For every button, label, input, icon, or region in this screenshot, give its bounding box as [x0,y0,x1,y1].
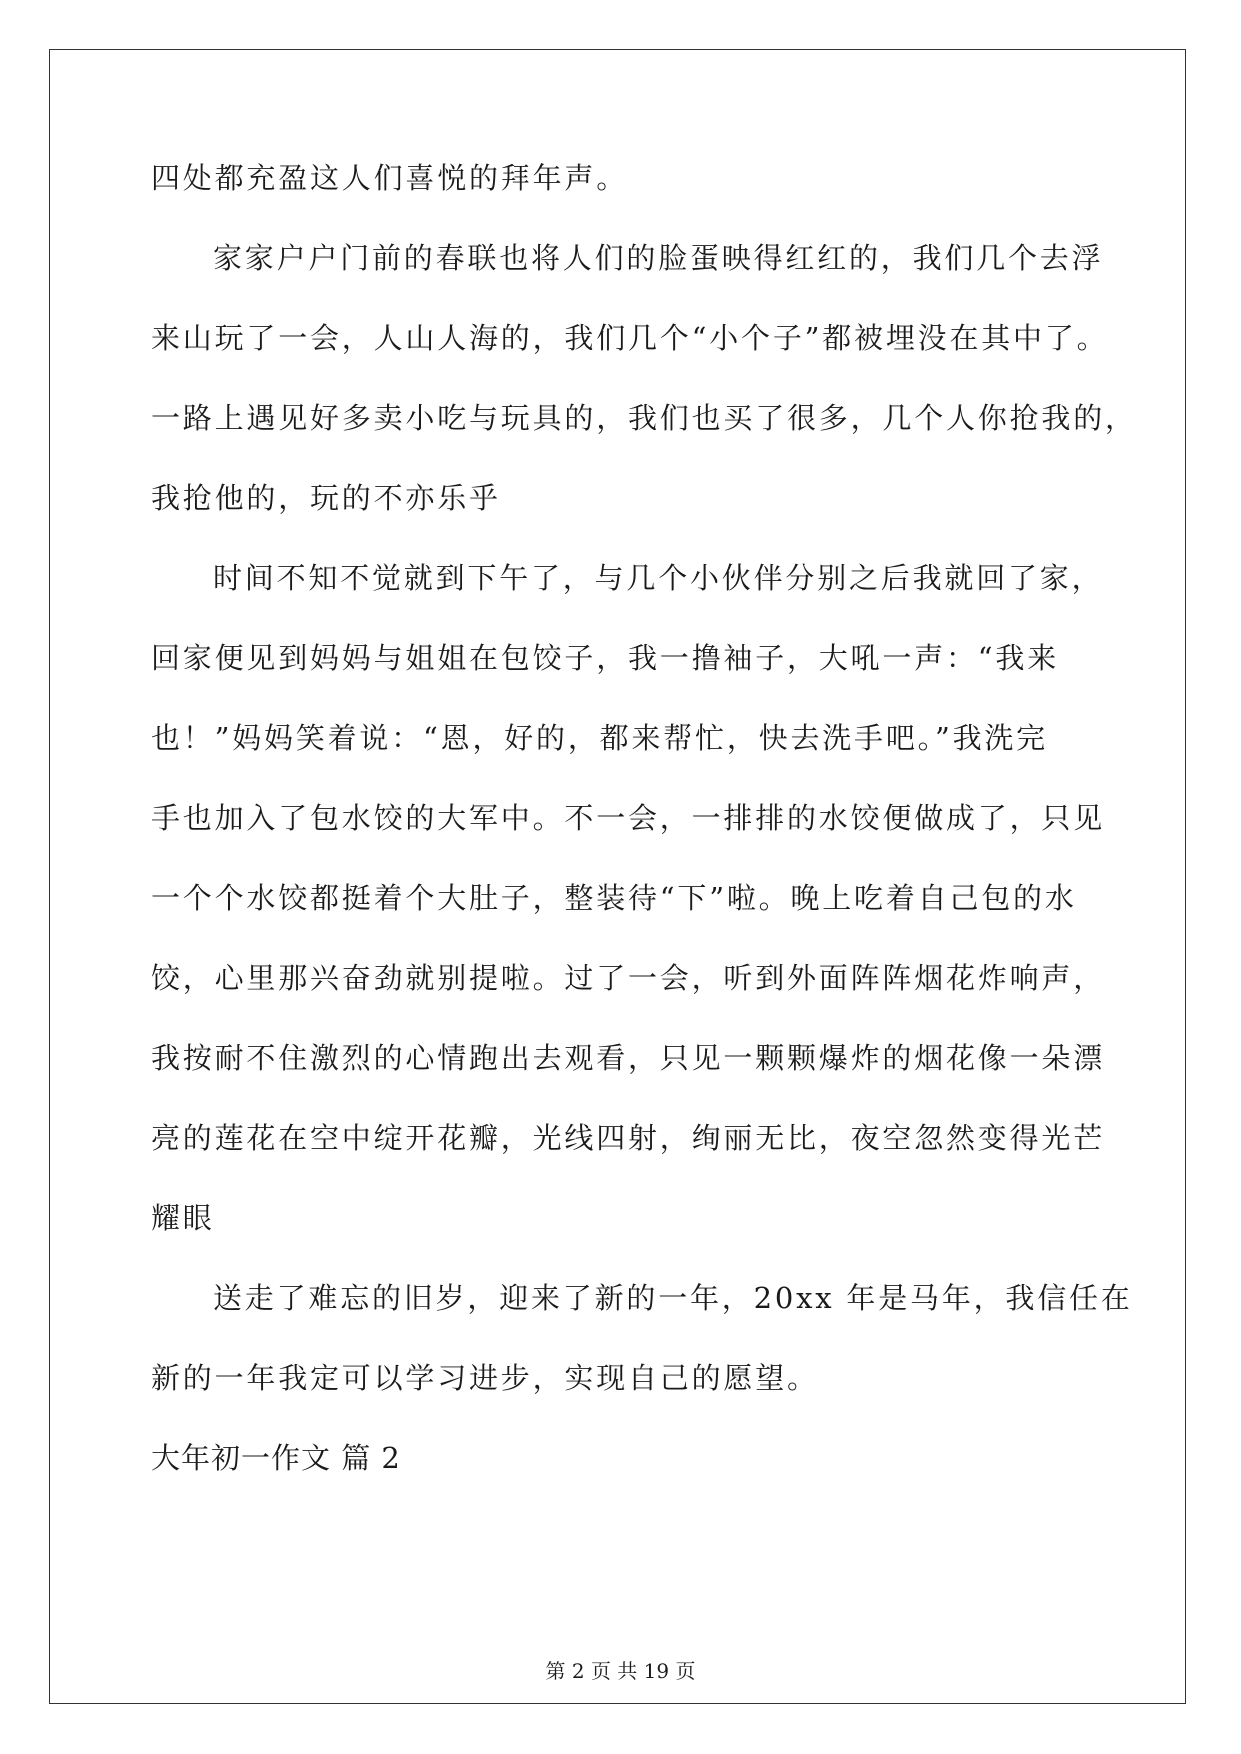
paragraph-start-line: 家家户户门前的春联也将人们的脸蛋映得红红的，我们几个去浮 [213,241,1104,275]
text-line: 四处都充盈这人们喜悦的拜年声。 [151,161,629,195]
text-line: 我抢他的，玩的不亦乐乎 [151,481,501,515]
text-line: 来山玩了一会，人山人海的，我们几个“小个子”都被埋没在其中了。 [151,321,1109,355]
text-line: 回家便见到妈妈与姐姐在包饺子，我一撸袖子，大吼一声：“我来 [151,641,1060,675]
text-line: 耀眼 [151,1201,215,1235]
paragraph-start-line: 送走了难忘的旧岁，迎来了新的一年，20xx 年是马年，我信任在 [213,1281,1133,1315]
text-line: 亮的莲花在空中绽开花瓣，光线四射，绚丽无比，夜空忽然变得光芒 [151,1121,1106,1155]
paragraph-start-line: 时间不知不觉就到下午了，与几个小伙伴分别之后我就回了家， [213,561,1104,595]
text-line: 一路上遇见好多卖小吃与玩具的，我们也买了很多，几个人你抢我的， [151,401,1137,435]
text-line: 一个个水饺都挺着个大肚子，整装待“下”啦。晚上吃着自己包的水 [151,881,1077,915]
text-line: 手也加入了包水饺的大军中。不一会，一排排的水饺便做成了，只见 [151,801,1106,835]
page-number-footer: 第 2 页 共 19 页 [545,1659,696,1683]
text-line: 新的一年我定可以学习进步，实现自己的愿望。 [151,1361,819,1395]
text-line: 饺，心里那兴奋劲就别提啦。过了一会，听到外面阵阵烟花炸响声， [151,961,1106,995]
text-line: 也！”妈妈笑着说：“恩，好的，都来帮忙，快去洗手吧。”我洗完 [151,721,1048,755]
text-line: 我按耐不住激烈的心情跑出去观看，只见一颗颗爆炸的烟花像一朵漂 [151,1041,1106,1075]
section-heading: 大年初一作文 篇 2 [151,1441,401,1475]
document-body [151,160,1137,1520]
